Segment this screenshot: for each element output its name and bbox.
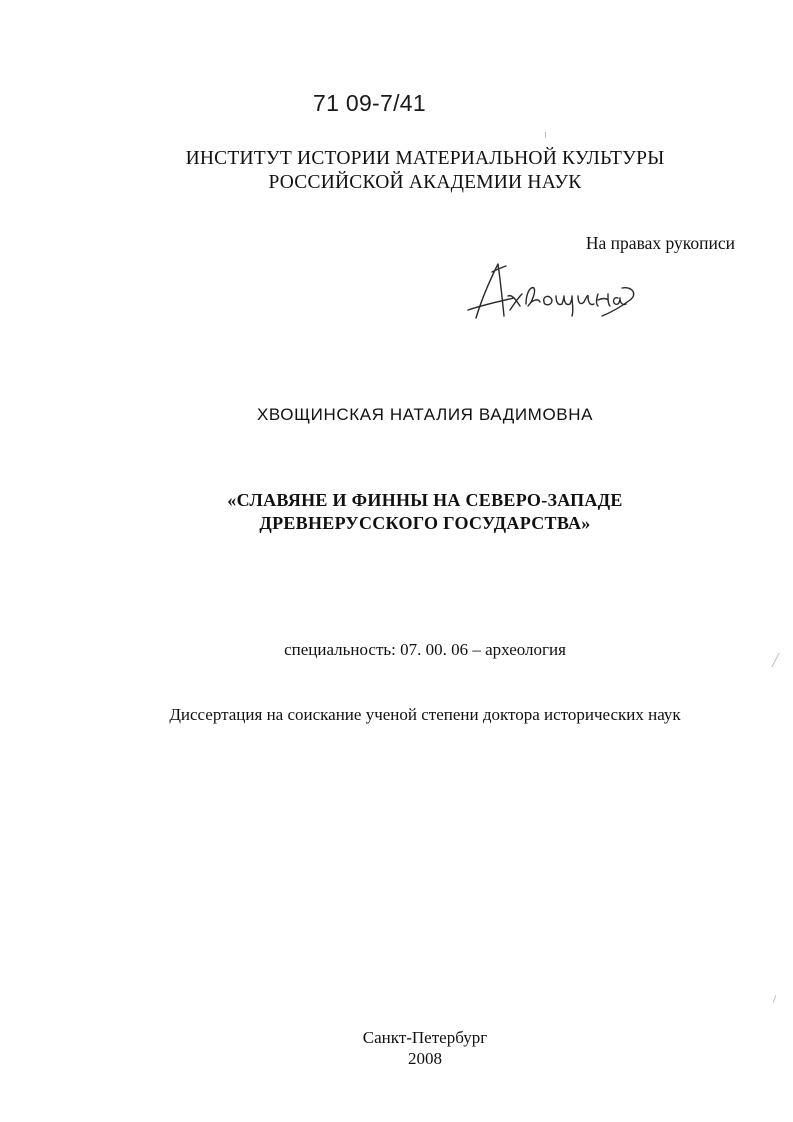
institute-name (0, 147, 793, 195)
dissertation-title-line-1: «СЛАВЯНЕ И ФИННЫ НА СЕВЕРО-ЗАПАДЕ (227, 490, 623, 510)
degree-statement: Диссертация на соискание ученой степени доктора исторических наук (169, 705, 681, 724)
scan-mark (545, 132, 546, 138)
year: 2008 (408, 1049, 442, 1068)
speciality: специальность: 07. 00. 06 – археология (284, 640, 566, 659)
author-name: ХВОЩИНСКАЯ НАТАЛИЯ ВАДИМОВНА (256, 405, 594, 424)
dissertation-title (0, 489, 793, 535)
manuscript-rights-note: На правах рукописи (585, 233, 735, 253)
institute-line-1: ИНСТИТУТ ИСТОРИИ МАТЕРИАЛЬНОЙ КУЛЬТУРЫ (185, 148, 665, 169)
place-and-year (0, 1027, 793, 1069)
institute-line-2: РОССИЙСКОЙ АКАДЕМИИ НАУК (268, 172, 582, 193)
place: Санкт-Петербург (362, 1028, 488, 1047)
dissertation-title-line-2: ДРЕВНЕРУССКОГО ГОСУДАРСТВА» (259, 513, 591, 533)
catalog-number: 71 09-7/41 (313, 90, 426, 116)
scan-mark (773, 995, 777, 1003)
handwritten-signature (462, 258, 642, 333)
